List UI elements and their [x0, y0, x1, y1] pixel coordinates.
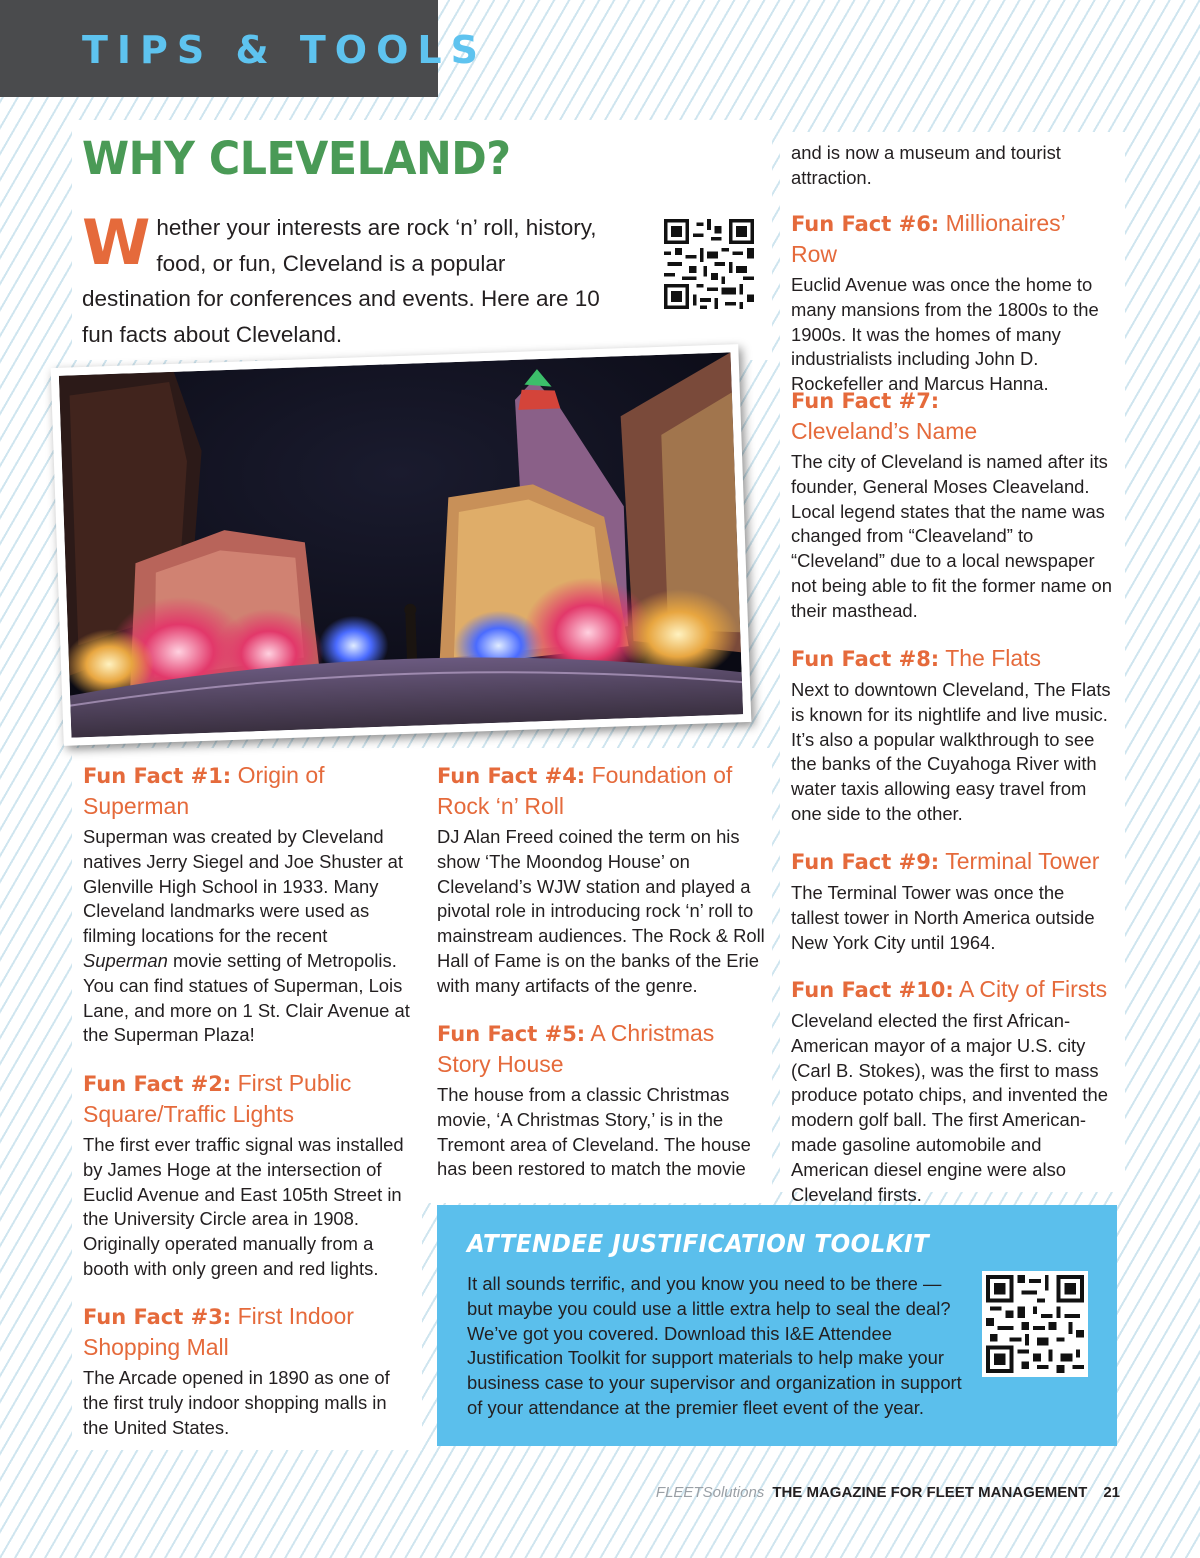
fun-fact-body-emphasis: Superman	[83, 949, 168, 971]
fun-fact-number: Fun Fact #7:	[791, 389, 940, 413]
fun-fact-1	[83, 760, 413, 1048]
fun-fact-heading	[791, 643, 1116, 674]
fun-fact-body: DJ Alan Freed coined the term on his show ‘The Moondog House’ on Cleveland’s WJW station and played a pivotal role in introducing rock ‘n’ roll to mainstream audiences. The Rock & Roll Hall of Fame is on the banks of the Erie with many artifacts of the genre.	[437, 826, 765, 996]
fun-fact-title: First Public Square/Traffic Lights	[83, 1070, 352, 1127]
fun-fact-4	[437, 760, 767, 999]
fun-fact-9	[791, 846, 1116, 955]
intro-text: hether your interests are rock ‘n’ roll, history, food, or fun, Cleveland is a popular destination for conferences and events. Here are 10 fun facts about Cleveland.	[82, 215, 600, 347]
fun-fact-body: Cleveland elected the first African-American mayor of a major U.S. city (Carl B. Stokes), was the first to mass produce potato chips, and invented the modern golf ball. The first American-made gasoline automobile and American diesel engine were also Cleveland firsts.	[791, 1010, 1108, 1205]
fun-fact-title: Terminal Tower	[945, 848, 1100, 874]
page-number: 21	[1103, 1484, 1120, 1501]
intro-paragraph	[82, 206, 612, 352]
magazine-name: FLEETSolutions	[655, 1484, 765, 1501]
fun-fact-7	[791, 385, 1113, 624]
fun-fact-heading	[791, 385, 1041, 446]
fun-fact-8	[791, 643, 1116, 827]
fun-fact-body-text: movie setting of Metropolis. You can find statues of Superman, Lois Lane, and more on 1 St. Clair Avenue at the Superman Plaza!	[83, 949, 410, 1046]
fun-fact-body	[83, 825, 413, 1048]
qr-code-icon[interactable]	[664, 219, 754, 309]
fun-fact-5	[437, 1018, 757, 1182]
fun-fact-body: Euclid Avenue was once the home to many mansions from the 1800s to the 1900s. It was the homes of many industrialists including John D. Rockefeller and Marcus Hanna.	[791, 274, 1099, 395]
fun-fact-heading	[83, 1068, 413, 1129]
fun-fact-title: Cleveland’s Name	[791, 418, 978, 444]
fun-fact-number: Fun Fact #10:	[791, 978, 954, 1002]
fun-fact-heading	[791, 974, 1121, 1005]
fun-fact-number: Fun Fact #1:	[83, 764, 232, 788]
toolkit-body: It all sounds terrific, and you know you need to be there — but maybe you could use a little extra help to seal the deal? We’ve got you covered. Download this I&E Attendee Justification Toolkit for support materials to help make your business case to your supervisor and organization in support of your attendance at the premier fleet event of the year.	[467, 1273, 962, 1418]
fun-fact-body: The Arcade opened in 1890 as one of the first truly indoor shopping malls in the United States.	[83, 1367, 390, 1438]
fun-fact-title: First Indoor Shopping Mall	[83, 1303, 354, 1360]
fun-fact-title: The Flats	[945, 645, 1042, 671]
section-label: TIPS & TOOLS	[82, 28, 487, 72]
fun-fact-heading	[83, 1301, 403, 1362]
fun-fact-number: Fun Fact #9:	[791, 850, 940, 874]
attendee-toolkit-box	[437, 1205, 1117, 1446]
toolkit-heading: ATTENDEE JUSTIFICATION TOOLKIT	[467, 1229, 930, 1258]
section-header	[0, 0, 487, 97]
fun-fact-title: Foundation of Rock ‘n’ Roll	[437, 762, 733, 819]
fun-fact-body: The first ever traffic signal was installed by James Hoge at the intersection of Euclid Avenue and East 105th Street in the University Circle area in 1908. Originally operated manually from a booth with only green and red lights.	[83, 1134, 404, 1279]
fun-fact-heading	[791, 846, 1116, 877]
magazine-tagline: THE MAGAZINE FOR FLEET MANAGEMENT	[772, 1484, 1088, 1501]
fun-fact-2	[83, 1068, 413, 1282]
fun-fact-number: Fun Fact #6:	[791, 212, 940, 236]
fun-fact-6	[791, 208, 1116, 397]
fun-fact-body-text: Superman was created by Cleveland natives Jerry Siegel and Joe Shuster at Glenville High School in 1933. Many Cleveland landmarks were used as filming locations for the recent	[83, 826, 403, 947]
fun-fact-3	[83, 1301, 403, 1440]
fun-fact-heading	[83, 760, 413, 821]
fun-fact-title: A City of Firsts	[958, 976, 1108, 1002]
fun-fact-number: Fun Fact #8:	[791, 647, 940, 671]
fun-fact-title: Millionaires’ Row	[791, 210, 1065, 267]
fun-fact-body: The city of Cleveland is named after its founder, General Moses Cleaveland. Local legend states that the name was changed from “Cleaveland” to “Cleveland” due to a local newspaper not being able to fit the former name on their masthead.	[791, 451, 1113, 621]
cleveland-night-photo	[51, 344, 752, 746]
fun-fact-body: The Terminal Tower was once the tallest tower in North America outside New York City until 1964.	[791, 882, 1095, 953]
fun-fact-number: Fun Fact #4:	[437, 764, 586, 788]
fun-fact-body: The house from a classic Christmas movie, ‘A Christmas Story,’ is in the Tremont area of Cleveland. The house has been restored to match the movie	[437, 1084, 751, 1180]
fun-fact-heading	[791, 208, 1116, 269]
drop-cap: W	[82, 206, 151, 279]
fun-fact-title: A Christmas Story House	[437, 1020, 715, 1077]
fun-fact-title: Origin of Superman	[83, 762, 325, 819]
fun-fact-number: Fun Fact #3:	[83, 1305, 232, 1329]
toolkit-qr-code-icon[interactable]	[982, 1271, 1088, 1377]
fun-fact-10	[791, 974, 1121, 1207]
fun-fact-body: Next to downtown Cleveland, The Flats is known for its nightlife and live music. It’s also a popular walkthrough to see the banks of the Cuyahoga River with water taxis allowing easy travel from one side to the other.	[791, 679, 1111, 824]
page-footer	[540, 1484, 1120, 1501]
fun-fact-heading	[437, 1018, 757, 1079]
continued-text: and is now a museum and tourist attraction.	[791, 142, 1061, 188]
page-title: WHY CLEVELAND?	[82, 132, 511, 185]
fun-fact-heading	[437, 760, 767, 821]
fun-fact-number: Fun Fact #2:	[83, 1072, 232, 1096]
fun-fact-number: Fun Fact #5:	[437, 1022, 586, 1046]
